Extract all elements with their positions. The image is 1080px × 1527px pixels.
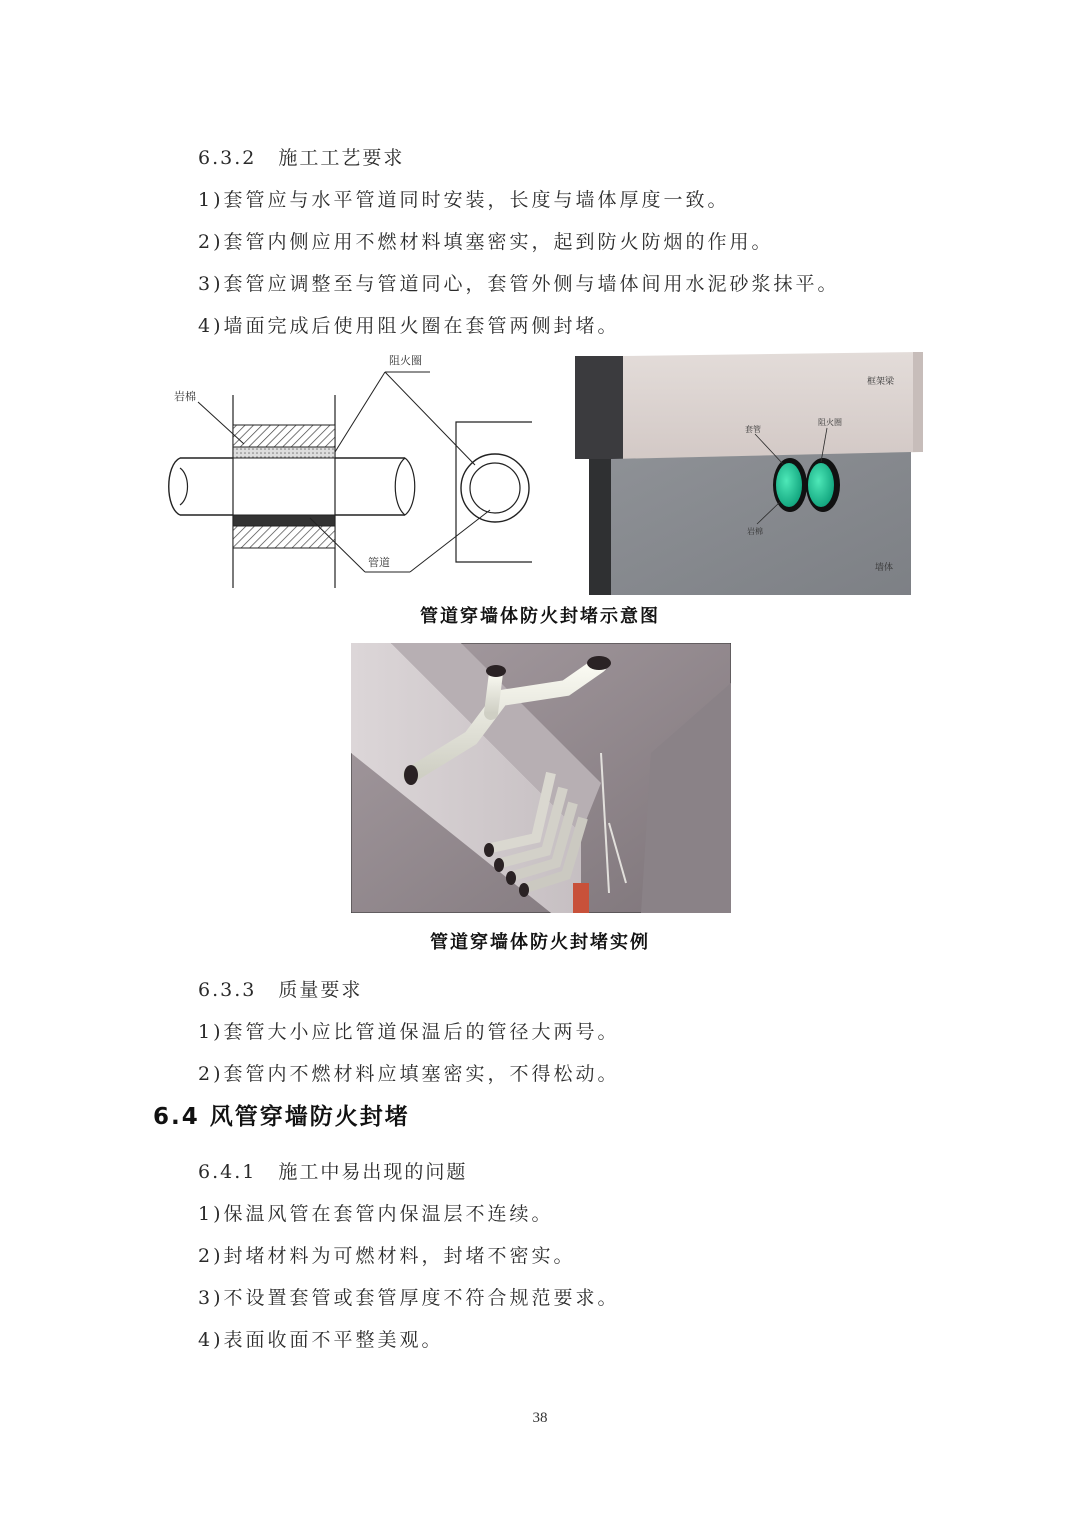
pipe-penetration-photo — [351, 643, 731, 913]
list-item: 1)套管大小应比管道保温后的管径大两号。 — [198, 1021, 620, 1043]
list-item: 2)封堵材料为可燃材料，封堵不密实。 — [198, 1245, 576, 1267]
list-item: 2)套管内不燃材料应填塞密实，不得松动。 — [198, 1063, 620, 1085]
section-heading-64: 6.4 风管穿墙防火封堵 — [153, 1104, 410, 1130]
subsection-heading-632 — [198, 143, 404, 170]
label-rock-wool-render: 岩棉 — [747, 527, 763, 536]
list-item: 1)套管应与水平管道同时安装，长度与墙体厚度一致。 — [198, 189, 730, 211]
list-item: 3)不设置套管或套管厚度不符合规范要求。 — [198, 1287, 620, 1309]
label-frame-beam: 框架梁 — [867, 377, 895, 387]
label-sleeve: 套管 — [745, 425, 761, 434]
subsection-number: 6.4.1 — [198, 1161, 257, 1183]
subsection-title: 质量要求 — [278, 979, 363, 1001]
subsection-heading-633 — [198, 975, 362, 1002]
subsection-heading-641 — [198, 1157, 467, 1184]
label-rock-wool: 岩棉 — [174, 390, 196, 403]
list-item: 4)墙面完成后使用阻火圈在套管两侧封堵。 — [198, 315, 620, 337]
page-number: 38 — [532, 1410, 548, 1426]
list-item: 1)保温风管在套管内保温层不连续。 — [198, 1203, 554, 1225]
subsection-title: 施工工艺要求 — [278, 147, 405, 169]
subsection-title: 施工中易出现的问题 — [278, 1161, 468, 1183]
label-fire-ring-render: 阻火圈 — [818, 418, 842, 427]
label-pipe: 管道 — [368, 556, 390, 569]
list-item: 2)套管内侧应用不燃材料填塞密实，起到防火防烟的作用。 — [198, 231, 774, 253]
pipe-sleeve-3d-render — [575, 352, 927, 597]
figure-caption: 管道穿墙体防火封堵示意图 — [420, 606, 660, 627]
figure-caption: 管道穿墙体防火封堵实例 — [430, 932, 650, 953]
list-item: 4)表面收面不平整美观。 — [198, 1329, 444, 1351]
label-wall: 墙体 — [875, 563, 894, 573]
pipe-sleeve-schematic-diagram — [160, 340, 540, 595]
subsection-number: 6.3.3 — [198, 979, 257, 1001]
subsection-number: 6.3.2 — [198, 147, 257, 169]
list-item: 3)套管应调整至与管道同心，套管外侧与墙体间用水泥砂浆抹平。 — [198, 273, 840, 295]
label-fire-ring: 阻火圈 — [389, 354, 422, 367]
